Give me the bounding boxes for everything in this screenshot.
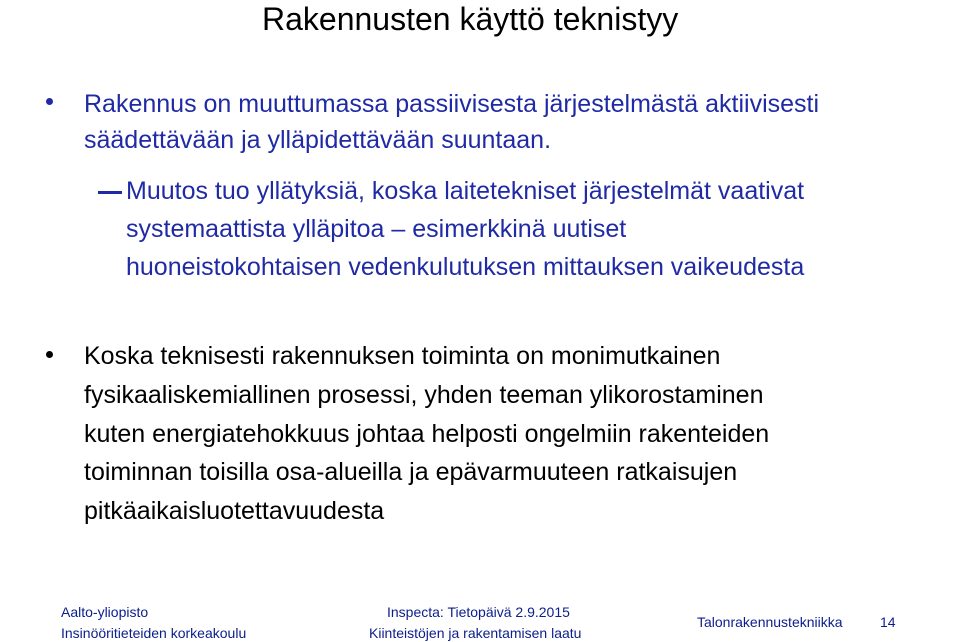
sub-bullet-line-1: Muutos tuo yllätyksiä, koska laitetekniset järjestelmät vaativat [126, 177, 805, 205]
bullet-2-line-2: fysikaaliskemiallinen prosessi, yhden teeman ylikorostaminen [84, 381, 764, 409]
sub-bullet-line-3: huoneistokohtaisen vedenkulutuksen mittauksen vaikeudesta [126, 253, 805, 281]
sub-bullet-dash [98, 191, 122, 194]
bullet-2-line-4: toiminnan toisilla osa-alueilla ja epävarmuuteen ratkaisujen [84, 458, 738, 486]
bullet-2-line-3: kuten energiatehokkuus johtaa helposti ongelmiin rakenteiden [84, 420, 770, 448]
bullet-2-line-1: Koska teknisesti rakennuksen toiminta on monimutkainen [84, 342, 721, 370]
sub-bullet-line-2: systemaattista ylläpitoa – esimerkkinä uutiset [126, 215, 627, 243]
bullet-dot-2 [46, 351, 53, 358]
bullet-1-line-2: säädettävään ja ylläpidettävään suuntaan. [84, 126, 552, 154]
bullet-dot-1 [46, 98, 53, 105]
slide-title: Rakennusten käyttö teknistyy [262, 1, 679, 37]
footer-page-number: 14 [880, 614, 896, 630]
footer-university: Aalto-yliopisto [61, 604, 149, 620]
footer-department: Talonrakennustekniikka [697, 614, 843, 630]
footer-event: Inspecta: Tietopäivä 2.9.2015 [387, 604, 570, 620]
bullet-1-line-1: Rakennus on muuttumassa passiivisesta järjestelmästä aktiivisesti [84, 90, 820, 118]
footer-topic: Kiinteistöjen ja rakentamisen laatu [369, 625, 582, 641]
footer-school: Insinööritieteiden korkeakoulu [61, 625, 247, 641]
bullet-2-line-5: pitkäaikaisluotettavuudesta [84, 497, 385, 525]
